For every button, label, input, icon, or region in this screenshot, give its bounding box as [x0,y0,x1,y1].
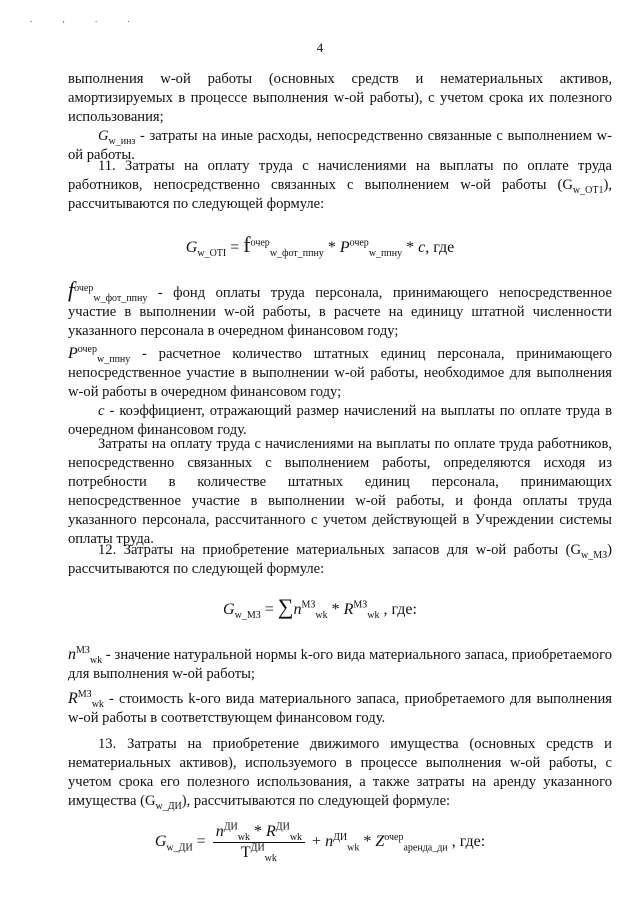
f1-lhs: G [185,239,198,256]
f1-c: c [418,239,426,256]
f3-z-sub: аренда_ди [403,842,448,854]
definition-n [68,645,612,684]
f3-tail: , где: [447,833,486,851]
formula-3 [0,821,640,865]
f3-times2: * [359,833,376,851]
f1-lhs-sub: w_OTI [197,248,227,260]
formula-2 [0,594,640,620]
def-p-symbol: P [68,345,78,362]
f2-n-sup: МЗ [301,599,316,611]
f3-num-n-sub: wk [237,832,250,844]
item-12-tail: ) рассчитываются по следующей формуле: [68,542,612,577]
def-c-symbol: c [98,403,105,419]
f3-num-r-sup: ДИ [275,821,290,833]
f3-lhs: G [154,833,167,851]
item-13-text: 13. Затраты на приобретение движимого имущества (основных средств и нематериальных активов), используемого в процессе выполнения w-ой работы, с учетом срока его полезного использования, а также затраты на аренду указанного имущества (G [68,736,612,809]
f3-z-sup: очер [384,831,404,843]
item-12-sub: w_МЗ [581,549,608,561]
item-11-text: 11. Затраты на оплату труда с начислениями на выплаты по оплате труда работников, непосредственно связанных с выполнением w-ой работы (G [68,158,612,193]
definition-p [68,344,612,402]
f3-n2: n [325,833,334,851]
definition-f [68,277,612,341]
f3-den-t-sup: ДИ [250,842,265,854]
item-11 [68,157,612,214]
def-n-sub: wk [89,654,103,666]
item-13 [68,735,612,811]
f1-f: f [243,232,251,257]
def-r-text: - стоимость k-ого вида материального запаса, приобретаемого для выполнения w-ой работы в соответствующем финансовом году. [68,691,612,726]
f2-n: n [293,601,302,618]
f3-den-t: T [240,844,251,861]
paragraph-continuation: выполнения w-ой работы (основных средств и нематериальных активов, амортизируемых в процессе выполнения w-ой работы), с учетом срока их полезного использования; [68,71,612,125]
def-f-text: - фонд оплаты труда персонала, принимающего непосредственное участие в выполнении w-ой работы, в расчете на единицу штатной численности указанного персонала в очередном финансовом году; [68,285,612,339]
f2-lhs: G [223,601,235,618]
item-12 [68,541,612,579]
def-r-sub: wk [91,698,104,710]
f2-r: R [343,601,354,618]
f3-eq: = [192,833,210,851]
definition-r [68,689,612,728]
f3-lhs-sub: w_ДИ [166,842,193,854]
f3-num-r: R [265,823,276,840]
f3-n2-sub: wk [347,842,360,854]
f1-f-sub: w_фот_ппну [269,248,324,260]
page-number: 4 [316,40,324,55]
f2-sum: ∑ [277,594,294,619]
definition-text: - затраты на иные расходы, непосредственно связанные с выполнением w-ой работы. [68,128,612,163]
def-f-sup: очер [74,283,94,295]
item-11-sub: w_ОТ1 [572,184,604,196]
def-n-symbol: n [68,646,76,663]
f3-num-n: n [215,823,224,840]
def-c-text: - коэффициент, отражающий размер начислений на выплаты по оплате труда в очередном финансовом году. [68,403,612,438]
def-r-sup: МЗ [77,689,92,701]
item-11-tail: ), рассчитываются по следующей формуле: [68,177,612,212]
f3-n2-sup: ДИ [333,831,348,843]
f2-r-sub: wk [367,610,380,622]
def-p-text: - расчетное количество штатных единиц персонала, принимающего непосредственное участие в выполнении w-ой работы, необходимое для выполнения w-ой работы в очередном финансовом году; [68,346,612,400]
f2-r-sup: МЗ [353,599,368,611]
f1-eq: = [226,239,244,256]
symbol-sub: w_инз [108,135,136,147]
f3-numerator [213,823,305,843]
f3-z: Z [375,833,385,851]
f1-times1: * [323,239,340,256]
f3-num-r-sub: wk [289,832,303,844]
f3-num-n-sup: ДИ [223,821,238,833]
f2-lhs-sub: w_МЗ [234,610,261,622]
def-r-symbol: R [68,690,78,707]
f3-denominator [213,842,305,865]
f2-n-sub: wk [315,610,328,622]
f3-den-t-sub: wk [264,853,277,865]
def-n-sup: МЗ [76,645,90,657]
f3-plus: + [308,833,326,851]
formula-1 [0,232,640,258]
def-n-text: - значение натуральной нормы k-ого вида материального запаса, приобретаемого для выполнения w-ой работы; [68,647,612,682]
f2-times: * [327,601,344,618]
def-p-sup: очер [77,344,97,356]
def-f-sub: w_фот_ппну [93,292,148,304]
def-f-symbol: f [68,277,75,302]
item-13-tail: ), рассчитываются по следующей формуле: [181,793,451,809]
f1-times2: * [402,239,419,256]
f3-num-times: * [249,823,266,840]
def-p-sub: w_ппну [97,353,131,365]
f1-p: P [339,239,350,256]
f2-tail: , где: [379,601,417,618]
f1-f-sup: очер [250,237,270,249]
f3-fraction [213,821,305,865]
paragraph-labor-costs: Затраты на оплату труда с начислениями на выплаты по оплате труда работников, непосредственно связанных с выполнением работы, определяются исходя из потребности в количестве штатных единиц персонала, принимающих непосредственное участие в выполнении w-ой работы, и фонда оплаты труда указанного персонала, рассчитанного с учетом действующей в Учреждении системы оплаты труда. [68,436,612,547]
symbol-g: G [98,128,109,144]
f1-tail: , где [425,239,455,256]
f2-eq: = [260,601,278,618]
f1-p-sub: w_ппну [368,248,403,260]
item-13-sub: w_ДИ [155,800,182,812]
f1-p-sup: очер [349,237,369,249]
item-12-text: 12. Затраты на приобретение материальных запасов для w-ой работы (G [98,542,581,558]
scan-specks: . , . . [30,14,144,24]
